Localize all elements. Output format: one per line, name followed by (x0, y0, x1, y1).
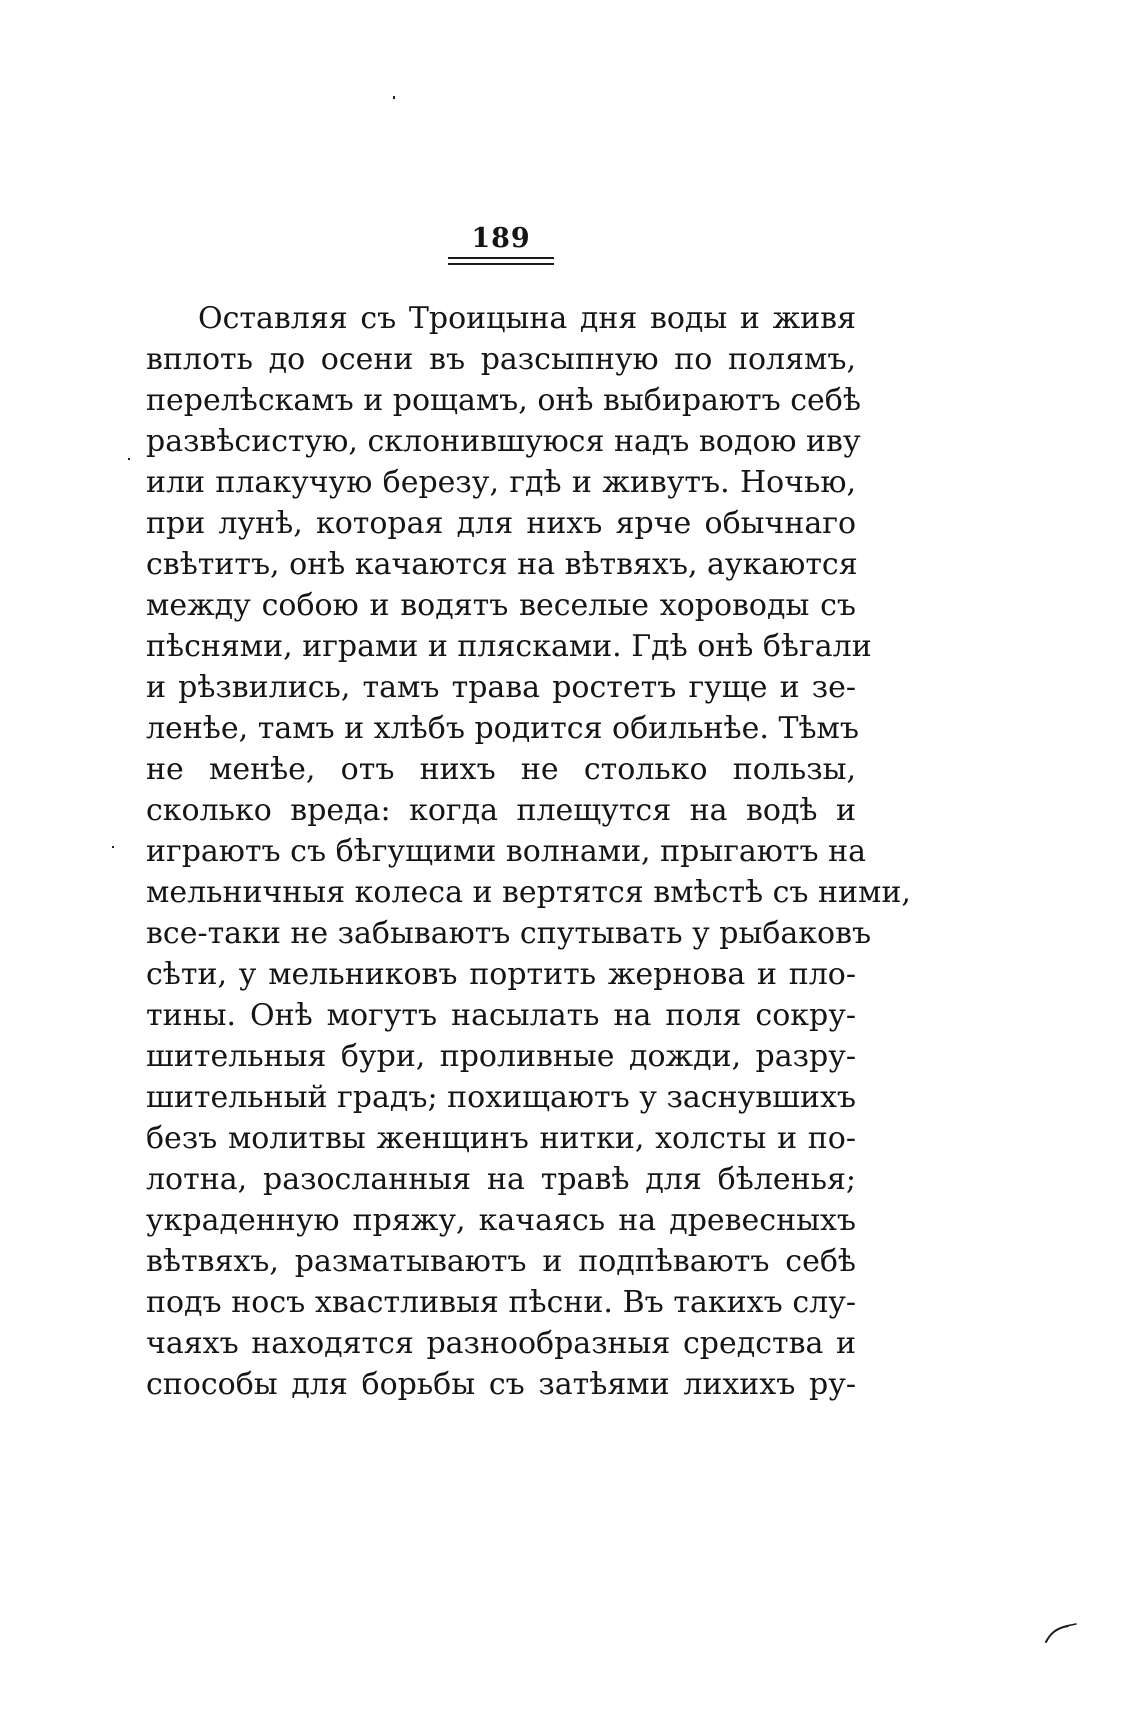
text-line: безъ молитвы женщинъ нитки, холсты и по- (146, 1121, 856, 1156)
text-line: шительный градъ; похищаютъ у заснувшихъ (146, 1080, 856, 1115)
text-line: сѣти, у мельниковъ портить жернова и пло- (146, 957, 856, 992)
text-line: и рѣзвились, тамъ трава ростетъ гуще и зе- (146, 670, 856, 705)
text-line: вѣтвяхъ, разматываютъ и подпѣваютъ себѣ (146, 1244, 856, 1279)
text-line: шительныя бури, проливные дожди, разру- (146, 1039, 856, 1074)
text-line: тины. Онѣ могутъ насылать на поля сокру- (146, 998, 856, 1033)
text-line: сколько вреда: когда плещутся на водѣ и (146, 793, 856, 828)
text-line: не менѣе, отъ нихъ не столько пользы, (146, 752, 856, 787)
text-line: развѣсистую, склонившуюся надъ водою иву (146, 424, 861, 459)
text-line: ленѣе, тамъ и хлѣбъ родится обильнѣе. Тѣмъ (146, 711, 859, 746)
print-speck (112, 846, 114, 848)
text-line: мельничныя колеса и вертятся вмѣстѣ съ ними, (146, 875, 911, 910)
text-line: украденную пряжу, качаясь на древесныхъ (146, 1203, 856, 1238)
text-line: или плакучую березу, гдѣ и живутъ. Ночью, (146, 465, 856, 500)
text-line: между собою и водятъ веселые хороводы съ (146, 588, 856, 623)
body-text (146, 298, 911, 1405)
text-line: все-таки не забываютъ спутывать у рыбаковъ (146, 916, 872, 951)
text-line: пѣснями, играми и плясками. Гдѣ онѣ бѣгали (146, 629, 872, 664)
text-line: вплоть до осени въ разсыпную по полямъ, (146, 342, 856, 377)
page-number-rule (448, 263, 554, 265)
text-line: подъ носъ хвастливыя пѣсни. Въ такихъ слу- (146, 1285, 856, 1320)
corner-pencil-mark (1042, 1620, 1078, 1646)
text-line: лотна, разосланныя на травѣ для бѣленья; (146, 1162, 856, 1197)
text-line: играютъ съ бѣгущими волнами, прыгаютъ на (146, 834, 867, 869)
print-speck (393, 96, 395, 99)
text-line: чаяхъ находятся разнообразныя средства и (146, 1326, 856, 1361)
text-line: свѣтитъ, онѣ качаются на вѣтвяхъ, аукаются (146, 547, 858, 582)
text-line: перелѣскамъ и рощамъ, онѣ выбираютъ себѣ (146, 383, 861, 418)
text-line: при лунѣ, которая для нихъ ярче обычнаго (146, 506, 856, 541)
print-speck (128, 458, 130, 460)
text-line: Оставляя съ Троицына дня воды и живя (198, 301, 856, 336)
text-line: способы для борьбы съ затѣями лихихъ ру- (146, 1367, 856, 1402)
page-number: 189 (471, 223, 531, 254)
page-number-rule (448, 257, 554, 259)
